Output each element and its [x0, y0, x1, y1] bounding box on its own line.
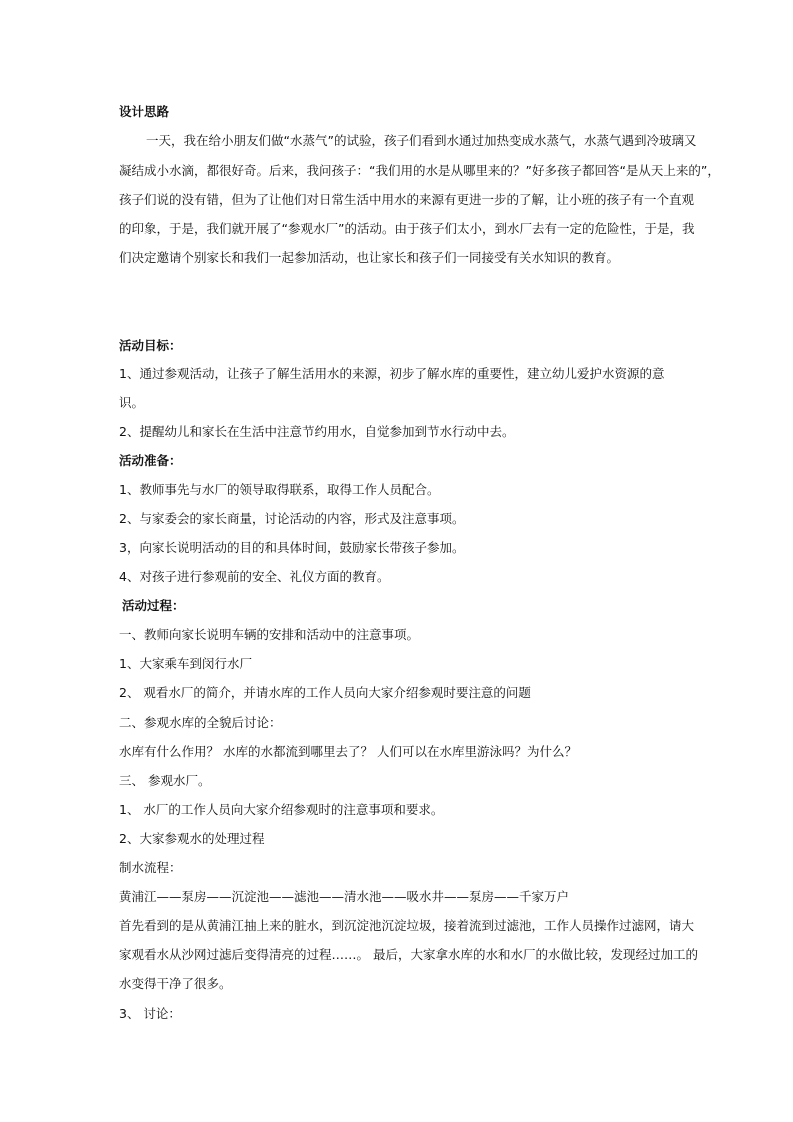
prep-heading: 活动准备： [119, 453, 182, 468]
design-line: 凝结成小水滴，都很好奇。后来，我问孩子：“我们用的水是从哪里来的？”好多孩子都回答“是从天上来的”， [119, 163, 720, 178]
design-line: 的印象，于是，我们就开展了“参观水厂”的活动。由于孩子们太小，到水厂去有一定的危险性，于是，我 [119, 221, 695, 236]
process-line: 2、 观看水厂的简介，并请水库的工作人员向大家介绍参观时要注意的问题 [119, 685, 531, 700]
prep-line: 3，向家长说明活动的目的和具体时间，鼓励家长带孩子参加。 [119, 540, 465, 555]
process-line: 水变得干净了很多。 [119, 976, 232, 991]
process-line: 水库有什么作用？ 水库的水都流到哪里去了？ 人们可以在水库里游泳吗？为什么？ [119, 744, 577, 759]
process-line: 1、大家乘车到闵行水厂 [119, 656, 252, 671]
goals-line: 识。 [119, 395, 145, 410]
prep-line: 4、对孩子进行参观前的安全、礼仪方面的教育。 [119, 569, 390, 584]
prep-line: 2、与家委会的家长商量，讨论活动的内容，形式及注意事项。 [119, 511, 465, 526]
process-heading: 活动过程： [122, 598, 185, 613]
goals-line: 1、通过参观活动，让孩子了解生活用水的来源，初步了解水库的重要性，建立幼儿爱护水资源的意 [119, 366, 665, 381]
process-line: 三、 参观水厂。 [119, 773, 211, 788]
process-line: 二、参观水库的全貌后讨论： [119, 715, 282, 730]
prep-line: 1、教师事先与水厂的领导取得联系，取得工作人员配合。 [119, 482, 440, 497]
process-line: 3、 讨论： [119, 1006, 181, 1021]
process-line: 2、大家参观水的处理过程 [119, 831, 265, 846]
design-line: 们决定邀请个别家长和我们一起参加活动，也让家长和孩子们一同接受有关水知识的教育。 [119, 250, 620, 265]
process-line: 黄浦江——泵房——沉淀池——滤池——清水池——吸水井——泵房——千家万户 [119, 889, 570, 904]
goals-heading: 活动目标： [119, 338, 182, 353]
goals-line: 2、提醒幼儿和家长在生活中注意节约用水，自觉参加到节水行动中去。 [119, 424, 515, 439]
process-line: 1、 水厂的工作人员向大家介绍参观时的注意事项和要求。 [119, 802, 444, 817]
design-line: 一天，我在给小朋友们做“水蒸气”的试验，孩子们看到水通过加热变成水蒸气，水蒸气遇到冷玻璃又 [146, 133, 697, 148]
design-line: 孩子们说的没有错，但为了让他们对日常生活中用水的来源有更进一步的了解，让小班的孩子有一个直观 [119, 192, 695, 207]
process-line: 制水流程： [119, 860, 182, 875]
process-line: 一、教师向家长说明车辆的安排和活动中的注意事项。 [119, 627, 420, 642]
design-heading: 设计思路 [119, 104, 170, 119]
process-line: 家观看水从沙网过滤后变得清亮的过程……。 最后，大家拿水库的水和水厂的水做比较，发现经过加工的 [119, 947, 698, 962]
process-line: 首先看到的是从黄浦江抽上来的脏水，到沉淀池沉淀垃圾，接着流到过滤池，工作人员操作过滤网，请大 [119, 918, 695, 933]
